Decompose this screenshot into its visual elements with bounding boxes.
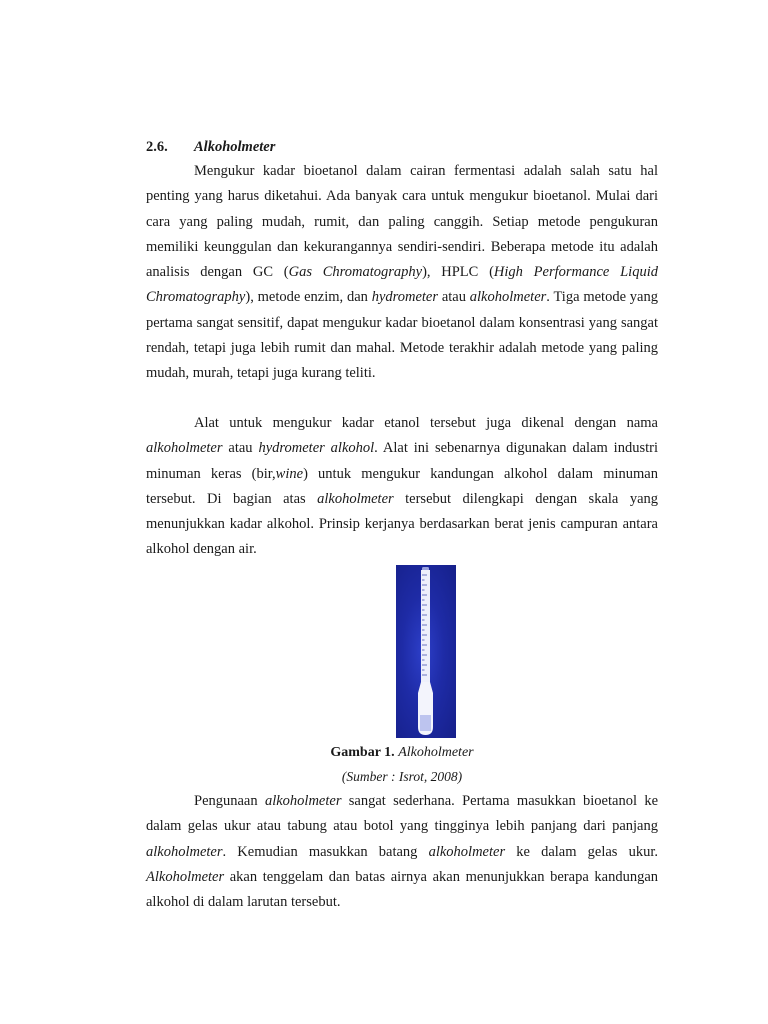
alkoholmeter-illustration (396, 565, 456, 738)
text-run: akan tenggelam dan batas airnya akan menunjukkan berapa kandungan alkohol di dalam larutan tersebut. (146, 868, 658, 911)
text-run: Pengunaan (194, 793, 265, 809)
text-run: sangat sederhana. Pertama masukkan bioetanol ke dalam gelas ukur atau tabung atau botol yang tingginya lebih panjang dari panjang (146, 793, 659, 835)
text-run: ke dalam gelas ukur. (505, 843, 658, 860)
italic-term: Gas Chromatography (288, 264, 423, 281)
figure-source: (Sumber : Isrot, 2008) (341, 769, 463, 784)
section-number: 2.6. (146, 139, 168, 155)
italic-term: Alkoholmeter (146, 868, 225, 885)
italic-term: wine (275, 465, 304, 482)
paragraph-usage (146, 789, 658, 915)
text-run: . Tiga metode yang pertama sangat sensitif, dapat mengukur kadar bioetanol dalam konsentrasi yang sangat rendah, tetapi juga lebih rumit dan mahal. Metode terakhir adalah metode yang paling mudah, murah, tetapi juga kurang teliti. (146, 289, 658, 382)
text-run: ), HPLC ( (422, 264, 494, 281)
paragraph-tool-description (146, 411, 658, 563)
italic-term: alkoholmeter (146, 843, 223, 860)
section-heading (146, 137, 275, 157)
italic-term: hydrometer alkohol (258, 440, 375, 457)
section-title: Alkoholmeter (194, 139, 276, 155)
italic-term: High Performance Liquid Chromatography (146, 264, 658, 306)
text-run: ), metode enzim, dan (245, 289, 372, 306)
text-run: . Alat ini sebenarnya digunakan dalam industri minuman keras (bir, (146, 440, 658, 482)
paragraph-intro (146, 159, 658, 387)
figure-caption (146, 743, 658, 763)
figure-label: Gambar 1. (330, 745, 395, 760)
italic-term: alkoholmeter (317, 490, 394, 507)
italic-term: hydrometer (371, 289, 439, 306)
italic-term: alkoholmeter (469, 289, 547, 306)
italic-term: alkoholmeter (428, 843, 506, 860)
figure-caption-text: Alkoholmeter (398, 745, 474, 760)
italic-term: alkoholmeter (264, 793, 342, 809)
alkoholmeter-photo (396, 565, 456, 738)
text-run: ) untuk mengukur kandungan alkohol dalam minuman tersebut. Di bagian atas (146, 465, 658, 507)
text-run: Mengukur kadar bioetanol dalam cairan fermentasi adalah salah satu hal penting yang harus diketahui. Ada banyak cara untuk mengukur bioetanol. Mulai dari cara yang paling mudah, rumit, dan paling canggih. Setiap metode pengukuran memiliki keunggulan dan kekurangannya sendiri-sendiri. Beberapa metode itu adalah analisis dengan GC ( (146, 163, 658, 281)
italic-term: alkoholmeter (146, 440, 223, 457)
text-run: atau (222, 440, 259, 457)
text-run: . Kemudian masukkan batang (222, 843, 429, 860)
text-run: tersebut dilengkapi dengan skala yang menunjukkan kadar alkohol. Prinsip kerjanya berdasarkan berat jenis campuran antara alkohol dengan air. (146, 490, 659, 558)
text-run: Alat untuk mengukur kadar etanol tersebut juga dikenal dengan nama (194, 415, 658, 431)
text-run: atau (438, 289, 470, 306)
